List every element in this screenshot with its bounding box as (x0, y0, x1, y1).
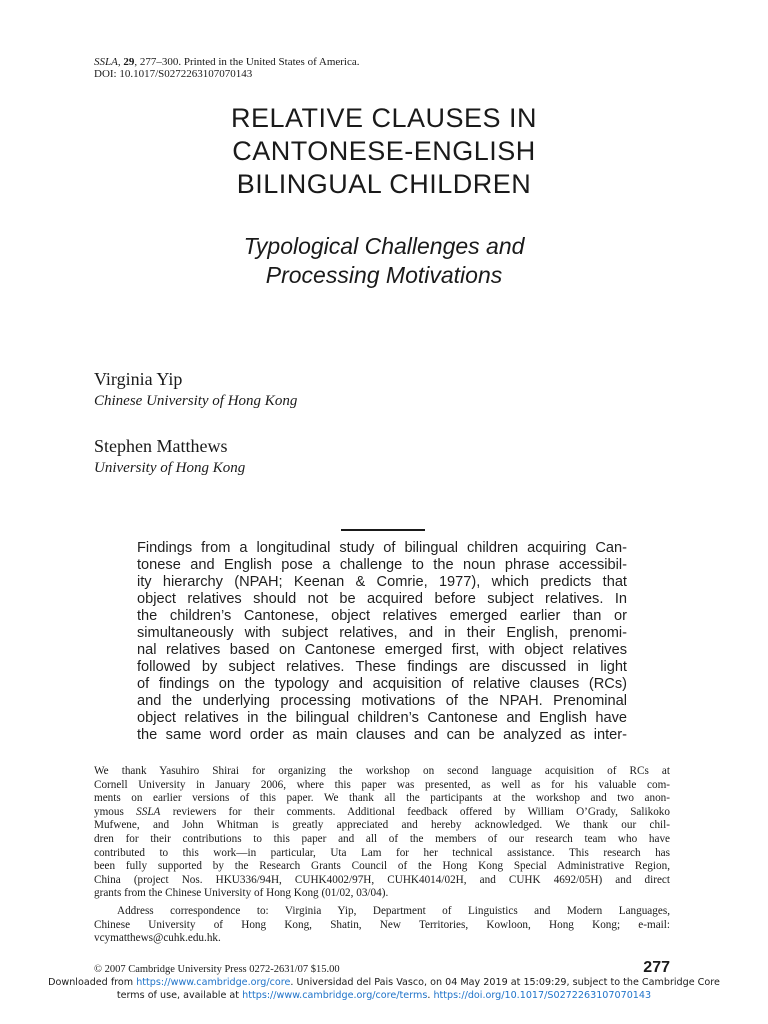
section-rule (341, 529, 425, 531)
abstract-line: the children’s Cantonese, object relatives emerged earlier than or (137, 608, 627, 624)
doi-link[interactable]: https://doi.org/10.1017/S0272263107070143 (433, 990, 652, 1001)
author-affiliation-1: Chinese University of Hong Kong (94, 393, 298, 409)
title-line-1: RELATIVE CLAUSES IN (230, 103, 538, 133)
page-number: 277 (643, 959, 670, 976)
download-notice-line-1 (0, 976, 768, 989)
abstract-line: the same word order as main clauses and can be analyzed as inter- (137, 727, 627, 743)
journal-name: SSLA (94, 56, 118, 68)
footnote-line: grants from the Chinese University of Hong Kong (01/02, 03/04). (94, 887, 389, 900)
subtitle-line-1: Typological Challenges and (243, 233, 525, 259)
abstract-line: tonese and English pose a challenge to the noun phrase accessibil- (137, 557, 627, 573)
abstract-line: simultaneously with subject relatives, and in their English, prenomi- (137, 625, 627, 641)
doi-line: DOI: 10.1017/S0272263107070143 (94, 68, 253, 80)
abstract-line: object relatives in the bilingual children’s Cantonese and English have (137, 710, 627, 726)
footnote-email-line: vcymatthews@cuhk.edu.hk. (94, 932, 221, 945)
journal-volume: 29 (123, 56, 135, 68)
footnote-line: Mufwene, and John Whitman is greatly appreciated and hereby acknowledged. We thank our chil- (94, 819, 670, 832)
title-line-2: CANTONESE-ENGLISH (232, 136, 536, 166)
abstract-line: Findings from a longitudinal study of bilingual children acquiring Can- (137, 540, 627, 556)
cambridge-core-link[interactable]: https://www.cambridge.org/core (136, 977, 291, 988)
title-line-3: BILINGUAL CHILDREN (236, 169, 532, 199)
footnote-line: ments on earlier versions of this paper. We thank all the participants at the workshop and two anon- (94, 792, 670, 805)
download-text: Downloaded from (48, 977, 137, 988)
footnote-line: Address correspondence to: Virginia Yip, Department of Linguistics and Modern Languages, (117, 905, 670, 917)
footnote-text: reviewers for their comments. Additional feedback offered by William O’Grady, Salikoko (160, 805, 670, 818)
journal-abbrev: SSLA (136, 805, 161, 818)
abstract-line: followed by subject relatives. These findings are discussed in light (137, 659, 627, 675)
download-text: terms of use, available at (116, 990, 243, 1001)
terms-link[interactable]: https://www.cambridge.org/core/terms (242, 990, 428, 1001)
author-name-2: Stephen Matthews (94, 436, 228, 456)
abstract-line: nal relatives based on Cantonese emerged first, with object relatives (137, 642, 627, 658)
footnote-line: been fully supported by the Research Grants Council of the Hong Kong Special Administrative Region, (94, 860, 670, 873)
footnote-line: contributed to this work—in particular, Uta Lam for her technical assistance. This research has (94, 846, 670, 859)
footnote-text: ymous (94, 805, 137, 818)
journal-pages: , 277–300. Printed in the United States of America. (134, 56, 360, 68)
abstract-line: of findings on the typology and acquisition of relative clauses (RCs) (137, 676, 627, 692)
footnote-line: We thank Yasuhiro Shirai for organizing the workshop on second language acquisition of RCs at (94, 765, 670, 777)
download-text: . Universidad del Pais Vasco, on 04 May 2019 at 15:09:29, subject to the Cambridge Core (290, 977, 720, 988)
copyright-line: © 2007 Cambridge University Press 0272-2631/07 $15.00 (94, 964, 340, 975)
journal-citation: SSLA, 29, 277–300. Printed in the United States of America. (94, 56, 360, 68)
footnote-line: Chinese University of Hong Kong, Shatin, New Territories, Kowloon, Hong Kong; e-mail: (94, 918, 670, 931)
abstract-line: and the underlying processing motivations of the NPAH. Prenominal (137, 693, 627, 709)
abstract-line: object relatives should not be acquired before subject relatives. In (137, 591, 627, 607)
footnote-line (94, 806, 670, 820)
download-notice-line-2 (0, 989, 768, 1002)
author-affiliation-2: University of Hong Kong (94, 460, 246, 476)
subtitle-line-2: Processing Motivations (265, 262, 503, 288)
footnote-line: dren for their contributions to this paper and all of the members of our research team who have (94, 833, 670, 845)
footnote-line: Cornell University in January 2006, where this paper was presented, as well as for his valuable com- (94, 778, 670, 791)
author-name-1: Virginia Yip (94, 369, 183, 389)
download-text: . (427, 990, 434, 1001)
abstract-line: ity hierarchy (NPAH; Keenan & Comrie, 1977), which predicts that (137, 574, 627, 590)
footnote-line: China (project Nos. HKU336/94H, CUHK4002/97H, CUHK4014/02H, and CUHK 4692/05H) and direct (94, 873, 670, 886)
